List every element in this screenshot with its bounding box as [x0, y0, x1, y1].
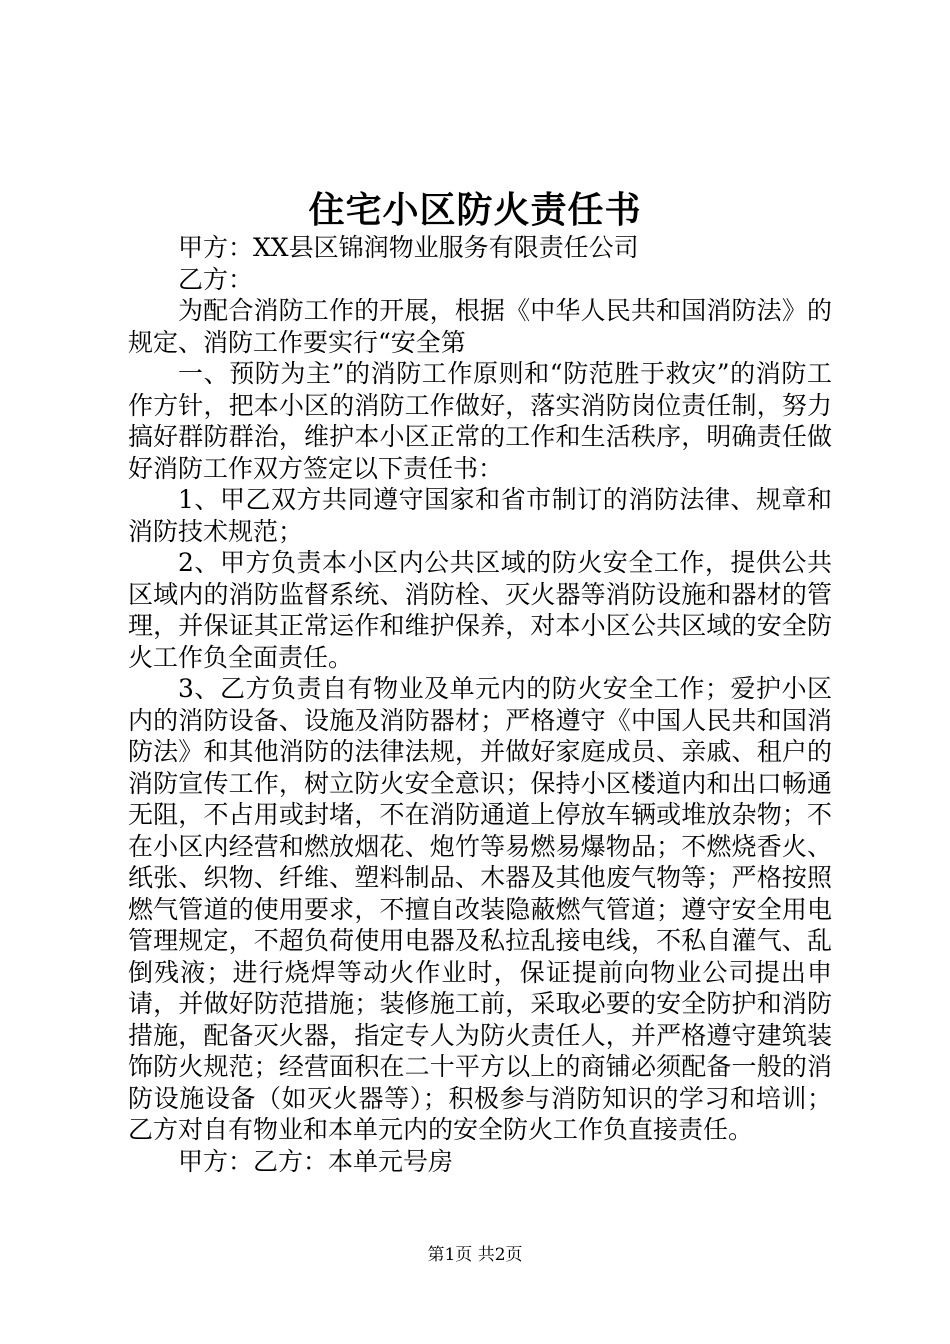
signature-line: 甲方：乙方：本单元号房	[178, 1146, 454, 1176]
clause-1: 1、甲乙双方共同遵守国家和省市制订的消防法律、规章和消防技术规范；	[128, 485, 832, 546]
document-title: 住宅小区防火责任书	[308, 189, 642, 231]
party-a-line: 甲方：XX县区锦润物业服务有限责任公司	[178, 233, 639, 262]
page-number-footer: 第1页 共2页	[427, 1245, 523, 1265]
document-body	[128, 232, 832, 1177]
principle-paragraph: 一、预防为主”的消防工作原则和“防范胜于救灾”的消防工作方针，把本小区的消防工作做好，落实消防岗位责任制，努力搞好群防群治，维护本小区正常的工作和生活秩序，明确责任做好消防工作双方签定以下责任书：	[128, 359, 832, 483]
party-b-line: 乙方：	[178, 264, 254, 294]
clause-2: 2、甲方负责本小区内公共区域的防火安全工作，提供公共区域内的消防监督系统、消防栓、灭火器等消防设施和器材的管理，并保证其正常运作和维护保养，对本小区公共区域的安全防火工作负全面责任。	[128, 548, 832, 672]
intro-paragraph: 为配合消防工作的开展，根据《中华人民共和国消防法》的规定、消防工作要实行“安全第	[128, 296, 832, 357]
clause-3: 3、乙方负责自有物业及单元内的防火安全工作；爱护小区内的消防设备、设施及消防器材；严格遵守《中国人民共和国消防法》和其他消防的法律法规，并做好家庭成员、亲戚、租户的消防宣传工作，树立防火安全意识；保持小区楼道内和出口畅通无阻，不占用或封堵，不在消防通道上停放车辆或堆放杂物；不在小区内经营和燃放烟花、炮竹等易燃易爆物品；不燃烧香火、纸张、织物、纤维、塑料制品、木器及其他废气物等；严格按照燃气管道的使用要求，不擅自改装隐蔽燃气管道；遵守安全用电管理规定，不超负荷使用电器及私拉乱接电线，不私自灌气、乱倒残液；进行烧焊等动火作业时，保证提前向物业公司提出申请，并做好防范措施；装修施工前，采取必要的安全防护和消防措施，配备灭火器，指定专人为防火责任人，并严格遵守建筑装饰防火规范；经营面积在二十平方以上的商铺必须配备一般的消防设施设备（如灭火器等）；积极参与消防知识的学习和培训；乙方对自有物业和本单元内的安全防火工作负直接责任。	[128, 674, 832, 1144]
